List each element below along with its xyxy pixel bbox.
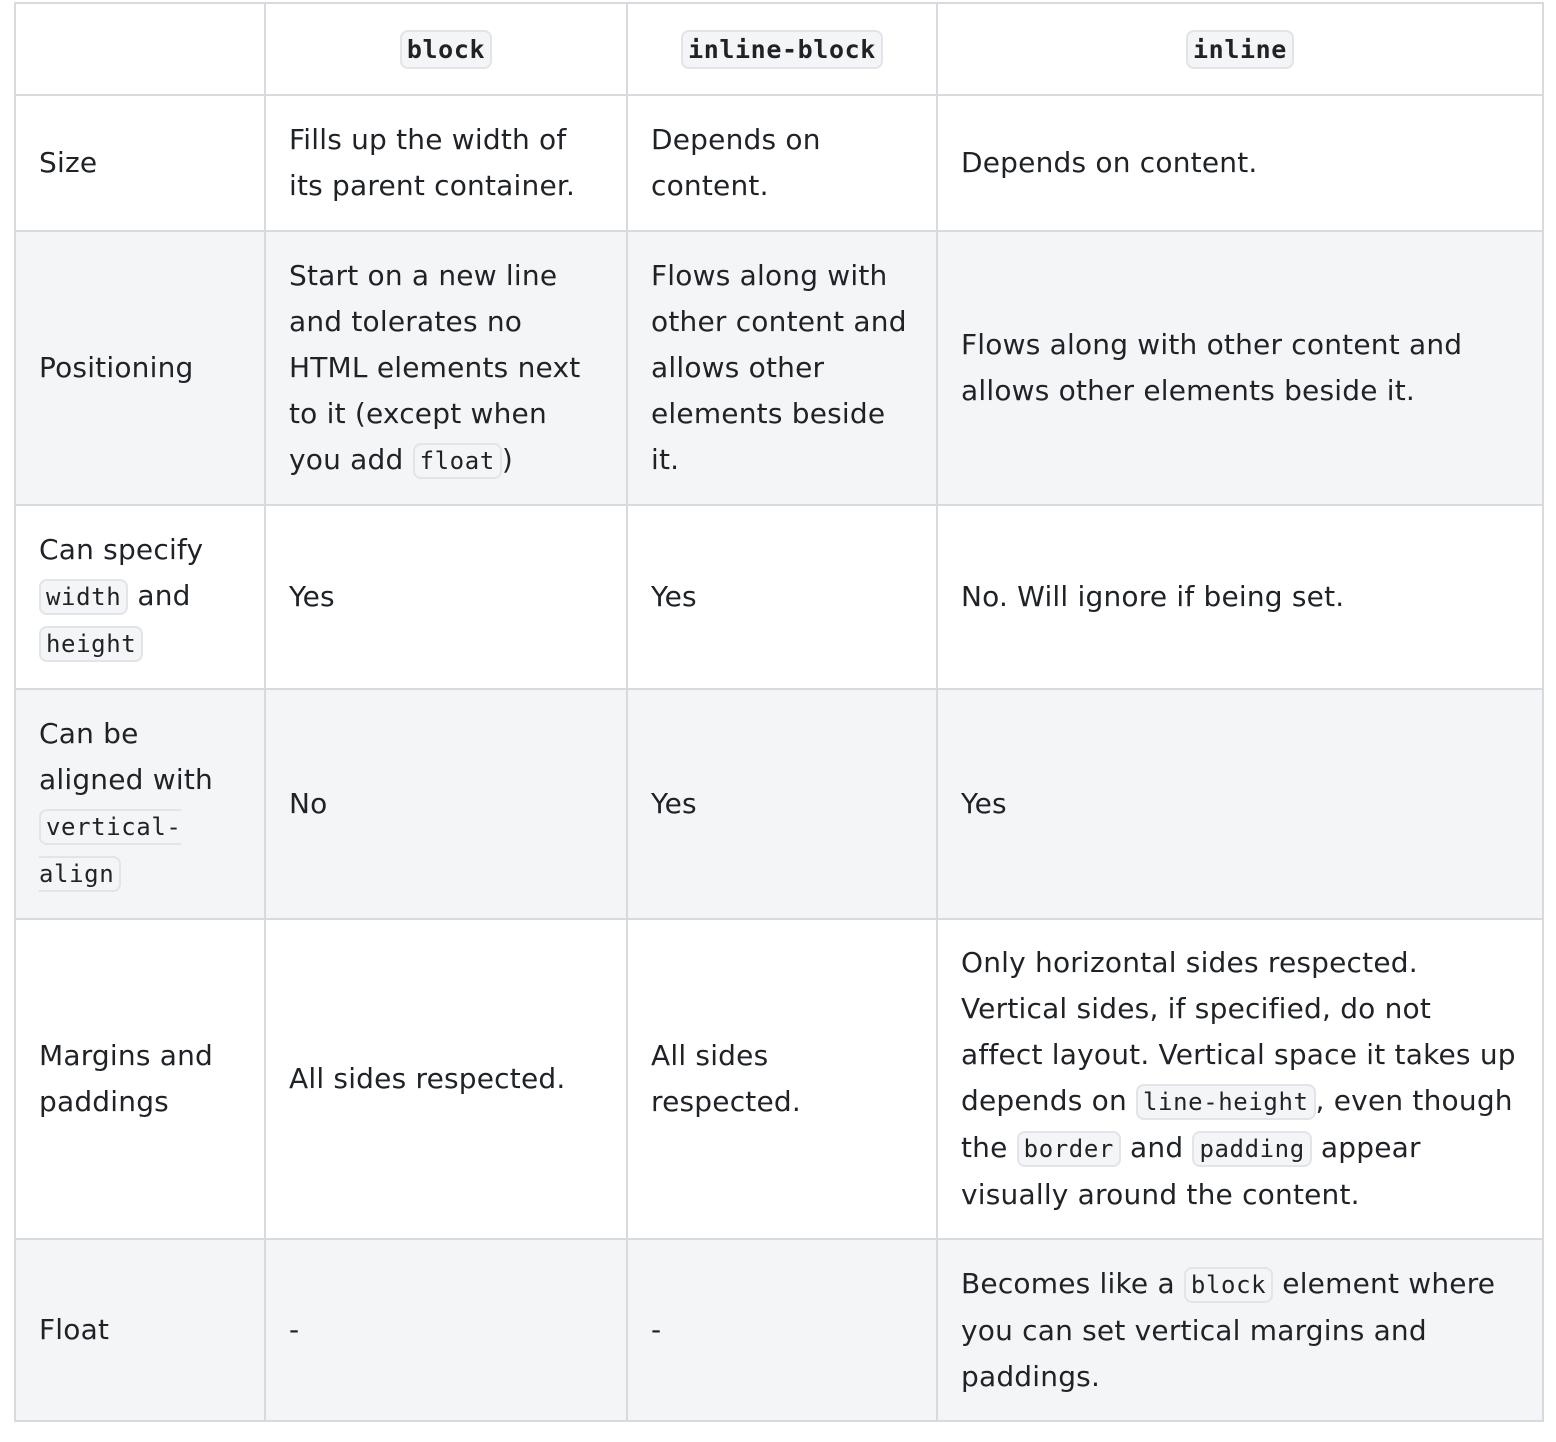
cell-align-inline: Yes (937, 689, 1543, 919)
cell-specify-inline-block: Yes (627, 505, 937, 689)
code-line-height: line-height (1136, 1084, 1316, 1120)
table-row-positioning (15, 231, 1543, 505)
row-label-float: Float (15, 1239, 265, 1421)
code-float: float (413, 443, 502, 479)
table-row-margins-paddings (15, 919, 1543, 1239)
cell-align-block: No (265, 689, 627, 919)
header-row (15, 3, 1543, 95)
cell-margins-inline-block: All sides respected. (627, 919, 937, 1239)
cell-size-block: Fills up the width of its parent container. (265, 95, 627, 231)
row-label-specify-size: Can specify width and height (15, 505, 265, 689)
table-row-float (15, 1239, 1543, 1421)
cell-specify-inline: No. Will ignore if being set. (937, 505, 1543, 689)
code-padding: padding (1192, 1131, 1311, 1167)
cell-float-inline: Becomes like a block element where you can set vertical margins and paddings. (937, 1239, 1543, 1421)
cell-positioning-block: Start on a new line and tolerates no HTML elements next to it (except when you add float ) (265, 231, 627, 505)
cell-align-inline-block: Yes (627, 689, 937, 919)
header-inline-block (627, 3, 937, 95)
table-row-specify-size (15, 505, 1543, 689)
code-height: height (39, 626, 143, 662)
cell-positioning-inline: Flows along with other content and allows other elements beside it. (937, 231, 1543, 505)
cell-float-inline-block: - (627, 1239, 937, 1421)
code-width: width (39, 579, 128, 615)
header-block-code: block (400, 30, 492, 69)
header-empty-cell (15, 3, 265, 95)
row-label-vertical-align: Can be aligned with vertical-align (15, 689, 265, 919)
code-border: border (1017, 1131, 1121, 1167)
cell-margins-inline: Only horizontal sides respected. Vertical sides, if specified, do not affect layout. Vertical space it takes up depends on line-height , even though the border and padding appear visually around the content. (937, 919, 1543, 1239)
cell-size-inline: Depends on content. (937, 95, 1543, 231)
header-inline (937, 3, 1543, 95)
table-row-vertical-align (15, 689, 1543, 919)
cell-specify-block: Yes (265, 505, 627, 689)
comparison-table-wrapper (14, 2, 1544, 1422)
row-label-positioning: Positioning (15, 231, 265, 505)
display-comparison-table (14, 2, 1544, 1422)
header-block (265, 3, 627, 95)
header-inline-block-code: inline-block (681, 30, 883, 69)
row-label-margins-paddings: Margins and paddings (15, 919, 265, 1239)
row-label-size: Size (15, 95, 265, 231)
code-vertical-align: vertical-align (39, 809, 181, 892)
table-row-size (15, 95, 1543, 231)
cell-positioning-inline-block: Flows along with other content and allows other elements beside it. (627, 231, 937, 505)
cell-margins-block: All sides respected. (265, 919, 627, 1239)
header-inline-code: inline (1186, 30, 1294, 69)
cell-float-block: - (265, 1239, 627, 1421)
code-block: block (1184, 1267, 1273, 1303)
cell-size-inline-block: Depends on content. (627, 95, 937, 231)
